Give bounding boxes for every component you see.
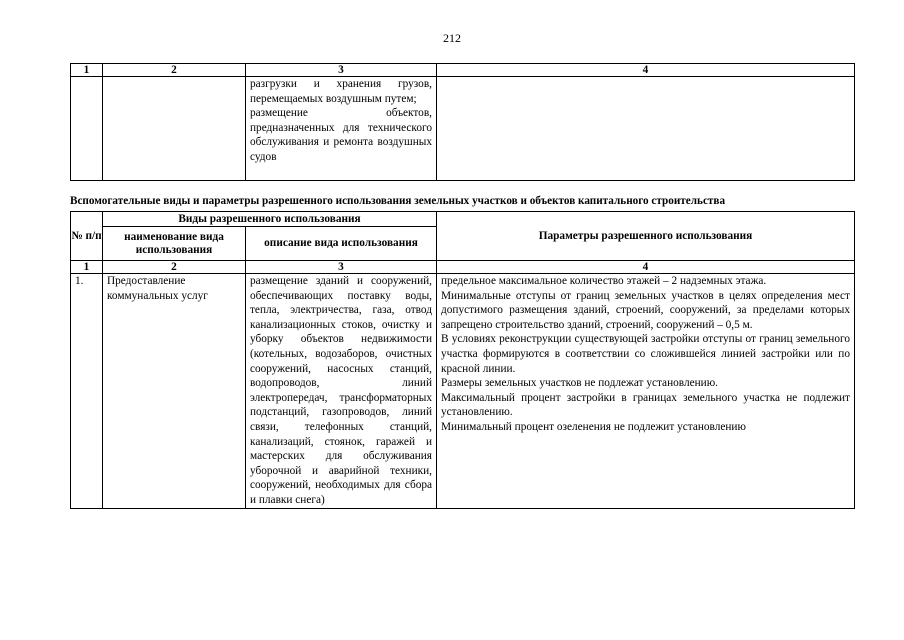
row-number [71, 77, 103, 181]
description-line: разгрузки и хранения грузов, перемещаемых воздушным путем; [250, 78, 432, 105]
auxiliary-uses-table [70, 211, 855, 509]
param-line: предельное максимальное количество этажей – 2 надземных этажа. [441, 275, 767, 287]
header-description: описание вида использования [246, 227, 437, 261]
column-number-row [71, 261, 855, 274]
row-params [437, 77, 855, 181]
continued-table [70, 63, 855, 181]
col-number-2: 2 [103, 64, 246, 77]
header-name: наименование вида использования [103, 227, 246, 261]
header-num: № п/п [71, 212, 103, 261]
section-title: Вспомогательные виды и параметры разрешенного использования земельных участков и объектов капитального строительства [70, 195, 726, 207]
header-params: Параметры разрешенного использования [437, 212, 855, 261]
table-row [71, 77, 855, 181]
col-number-2: 2 [103, 261, 246, 274]
col-number-3: 3 [246, 64, 437, 77]
col-number-4: 4 [437, 261, 855, 274]
header-row [71, 212, 855, 227]
param-line: Минимальный процент озеленения не подлежит установлению [441, 420, 746, 433]
col-number-1: 1 [71, 64, 103, 77]
param-line: В условиях реконструкции существующей застройки отступы от границ земельного участка формируются в соответствии со сложившейся линией застройки или по красной линии. [441, 333, 850, 375]
row-description [246, 77, 437, 181]
row-name: Предоставление коммунальных услуг [103, 274, 246, 509]
param-line: Минимальные отступы от границ земельных участков в целях определения мест допустимого размещения зданий, строений, сооружений, за пределами которых запрещено строительство зданий, строений, сооружений – 0,5 м. [441, 289, 850, 331]
col-number-4: 4 [437, 64, 855, 77]
row-name [103, 77, 246, 181]
row-number: 1. [71, 274, 103, 509]
column-number-row [71, 64, 855, 77]
page-number: 212 [443, 31, 461, 45]
row-description: размещение зданий и сооружений, обеспечивающих поставку воды, тепла, электричества, газа, отвод канализационных стоков, очистку и уборку объектов недвижимости (котельных, водозаборов, очистных сооружений, насосных станций, водопроводов, линий электропередач, трансформаторных подстанций, газопроводов, линий связи, телефонных станций, канализаций, стоянок, гаражей и мастерских для обслуживания уборочной и аварийной техники, сооружений, необходимых для сбора и плавки снега) [246, 274, 437, 509]
param-line: Максимальный процент застройки в границах земельного участка не подлежит установлению. [441, 391, 850, 419]
col-number-1: 1 [71, 261, 103, 274]
header-group: Виды разрешенного использования [103, 212, 437, 227]
description-line: размещение объектов, предназначенных для технического обслуживания и ремонта воздушных судов [250, 107, 432, 163]
param-line: Размеры земельных участков не подлежат установлению. [441, 377, 718, 390]
col-number-3: 3 [246, 261, 437, 274]
table-row [71, 274, 855, 509]
row-params [437, 274, 855, 509]
